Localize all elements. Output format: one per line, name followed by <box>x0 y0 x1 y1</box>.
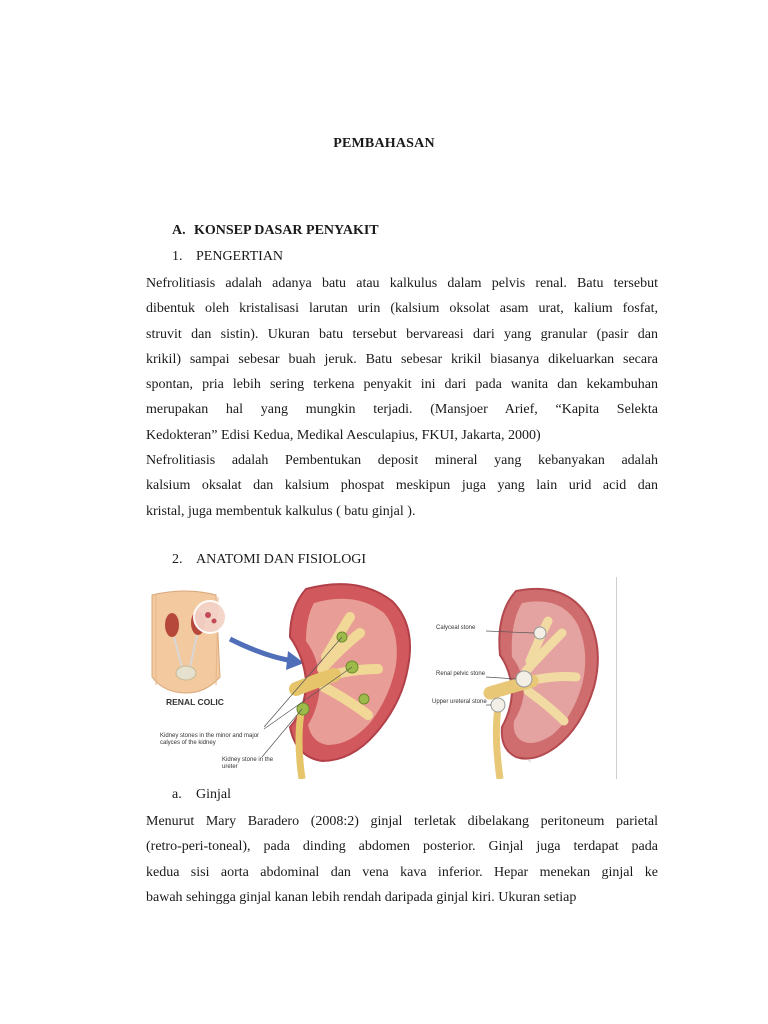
text-line: bawah sehingga ginjal kanan lebih rendah daripada ginjal kiri. Ukuran setiap <box>146 889 577 905</box>
figure-label: Renal pelvic stone <box>436 671 486 677</box>
section-label: KONSEP DASAR PENYAKIT <box>194 223 379 238</box>
text-line: (retro-peri-toneal), pada dinding abdomen posterior. Ginjal juga terdapat pada <box>146 839 658 855</box>
text-line: spontan, pria lebih sering terkena penyakit ini dari pada wanita dan kekambuhan <box>146 377 658 393</box>
renal-colic-image <box>146 577 412 779</box>
text-line: merupakan hal yang mungkin terjadi. (Mansjoer Arief, “Kapita Selekta <box>146 402 658 418</box>
subheading-label: ANATOMI DAN FISIOLOGI <box>196 552 367 567</box>
kidney-stone-figure <box>146 577 616 779</box>
text-line: Nefrolitiasis adalah Pembentukan deposit mineral yang kebanyakan adalah <box>146 453 658 468</box>
subheading-ginjal <box>172 787 231 803</box>
subheading-label: Ginjal <box>196 787 231 802</box>
renal-colic-illustration <box>146 577 412 779</box>
subheading-number: a. <box>172 787 182 802</box>
artist-signature: ~ <box>528 759 531 765</box>
renal-colic-caption: RENAL COLIC <box>166 697 224 707</box>
kidney-cross-section-illustration <box>416 577 617 779</box>
text-line: kedua sisi aorta abdominal dan vena kava inferior. Hepar menekan ginjal ke <box>146 864 658 880</box>
subheading-number: 2. <box>172 552 183 567</box>
subheading-pengertian <box>172 249 283 265</box>
text-line: kalsium oksalat dan kalsium phospat meskipun juga yang lain urid acid dan <box>146 478 658 494</box>
text-line: struvit dan sistin). Ukuran batu tersebut bervareasi dari yang granular (pasir dan <box>146 326 658 342</box>
subheading-anatomi <box>172 552 366 568</box>
subheading-label: PENGERTIAN <box>196 249 284 264</box>
figure-label: Kidney stones in the minor and major calyces of the kidney <box>160 733 260 746</box>
text-line: Nefrolitiasis adalah adanya batu atau kalkulus dalam pelvis renal. Batu tersebut <box>146 276 658 291</box>
subheading-number: 1. <box>172 249 183 264</box>
figure-label: Calyceal stone <box>436 625 476 631</box>
section-heading-a <box>172 223 379 239</box>
text-line: Menurut Mary Baradero (2008:2) ginjal terletak dibelakang peritoneum parietal <box>146 814 658 829</box>
figure-label: Upper ureteral stone <box>432 699 487 705</box>
paragraph-pengertian-1 <box>146 271 658 448</box>
paragraph-ginjal <box>146 809 658 910</box>
text-line: Kedokteran” Edisi Kedua, Medikal Aesculapius, FKUI, Jakarta, 2000) <box>146 427 541 443</box>
figure-label: Kidney stone in the ureter <box>222 757 274 770</box>
paragraph-pengertian-2 <box>146 448 658 524</box>
page-title: PEMBAHASAN <box>333 136 435 151</box>
kidney-cross-section-image <box>416 577 616 779</box>
section-number: A. <box>172 223 186 238</box>
text-line: krikil) sampai sebesar buah jeruk. Batu sebesar krikil biasanya dikeluarkan secara <box>146 351 658 367</box>
text-line: kristal, juga membentuk kalkulus ( batu ginjal ). <box>146 503 416 519</box>
text-line: dibentuk oleh kristalisasi larutan urin (kalsium oksolat asam urat, kalium fosfat, <box>146 301 658 317</box>
